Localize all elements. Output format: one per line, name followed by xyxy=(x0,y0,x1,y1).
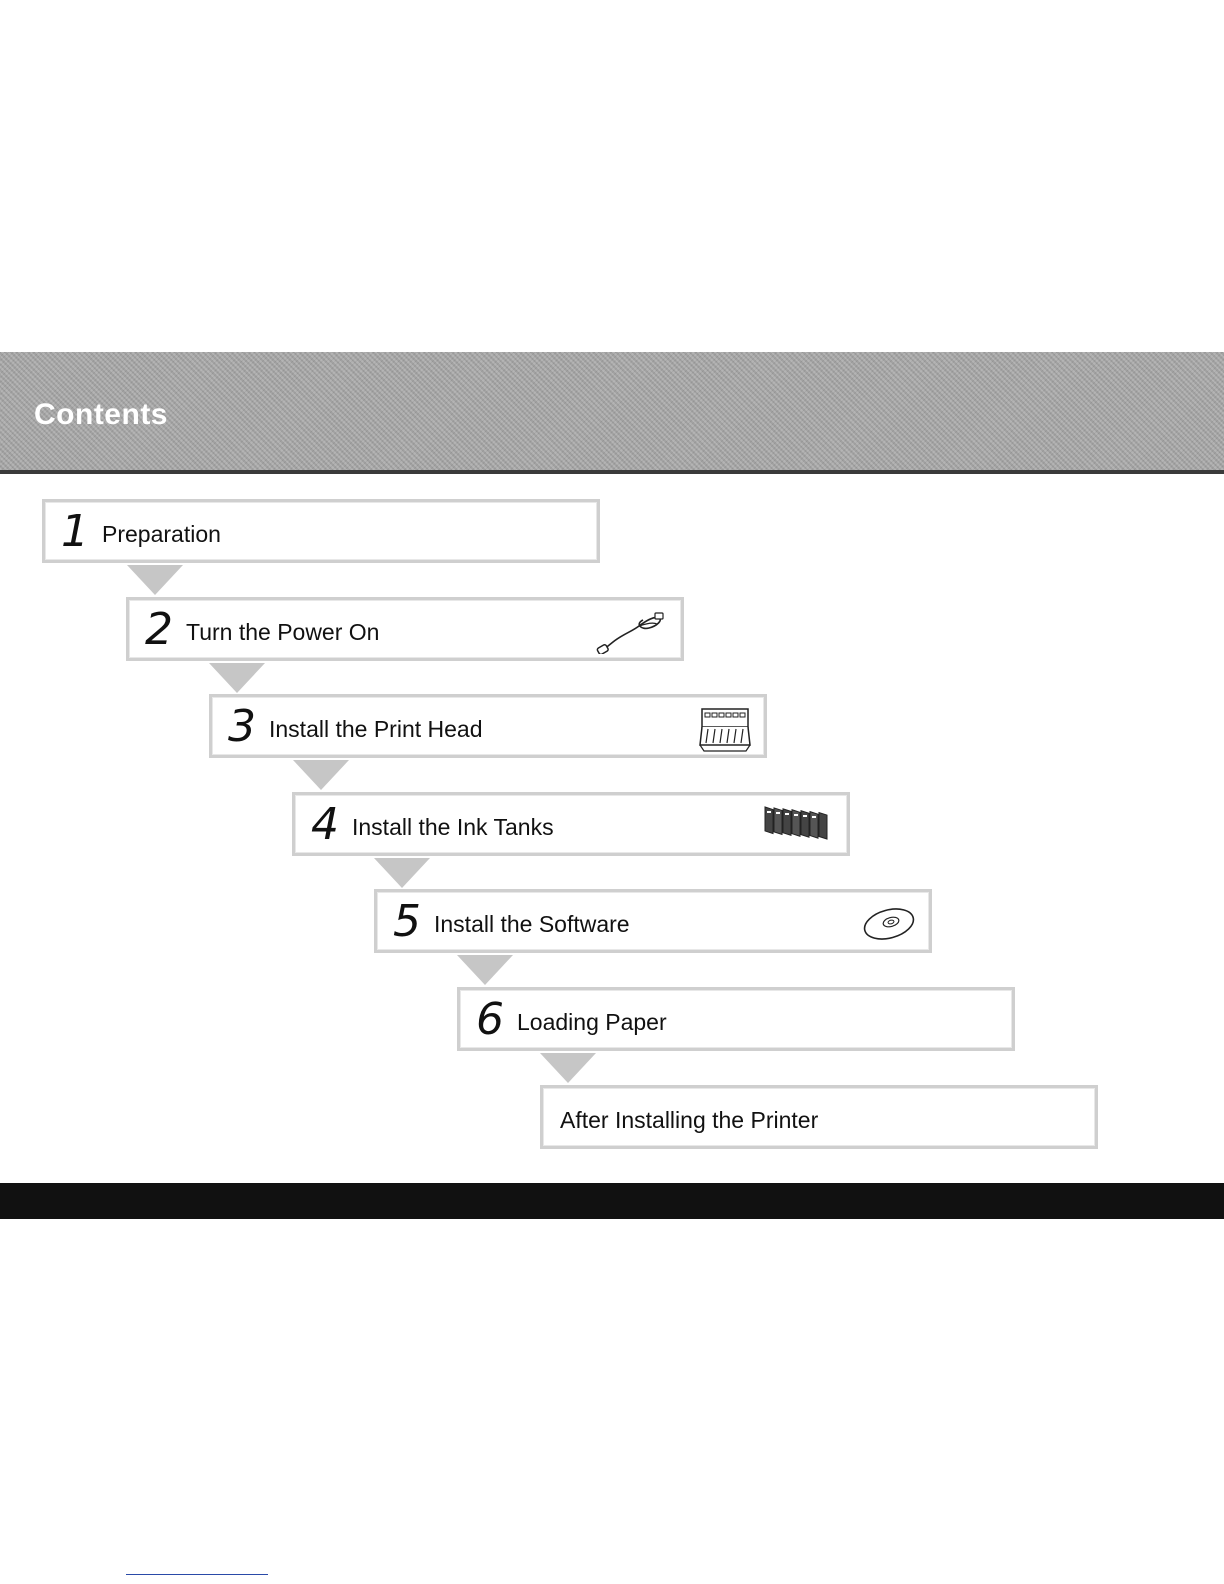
step-5-install-software[interactable] xyxy=(374,889,932,953)
ink-tanks-icon xyxy=(759,799,839,853)
step-label: After Installing the Printer xyxy=(560,1107,819,1133)
step-6-loading-paper[interactable] xyxy=(457,987,1015,1051)
contents-header-band xyxy=(0,352,1224,470)
step-after-installing-printer[interactable] xyxy=(540,1085,1098,1149)
step-label: Loading Paper xyxy=(517,1009,667,1035)
step-1-preparation[interactable] xyxy=(42,499,600,563)
footer-band xyxy=(0,1183,1224,1219)
print-head-icon xyxy=(696,701,756,755)
flow-arrow xyxy=(293,760,349,790)
step-label: Install the Software xyxy=(434,911,630,937)
step-label: Install the Print Head xyxy=(269,716,483,742)
step-number: 6 xyxy=(476,994,504,1045)
step-label: Turn the Power On xyxy=(186,619,380,645)
step-label: Preparation xyxy=(102,521,221,547)
step-2-turn-power-on[interactable] xyxy=(126,597,684,661)
power-cord-icon xyxy=(595,610,665,654)
cd-rom-icon xyxy=(861,904,917,944)
step-4-install-ink-tanks[interactable] xyxy=(292,792,850,856)
page-title: Contents xyxy=(34,398,168,431)
step-label: Install the Ink Tanks xyxy=(352,814,554,840)
flow-arrow xyxy=(374,858,430,888)
link-underline xyxy=(126,1574,268,1575)
flow-arrow xyxy=(127,565,183,595)
step-number: 4 xyxy=(311,799,339,850)
flow-arrow xyxy=(457,955,513,985)
header-divider xyxy=(0,470,1224,474)
step-3-install-print-head[interactable] xyxy=(209,694,767,758)
flow-arrow xyxy=(540,1053,596,1083)
step-number: 5 xyxy=(393,896,421,947)
step-number: 1 xyxy=(61,506,89,557)
step-number: 3 xyxy=(228,701,256,752)
step-number: 2 xyxy=(145,604,173,655)
flow-arrow xyxy=(209,663,265,693)
